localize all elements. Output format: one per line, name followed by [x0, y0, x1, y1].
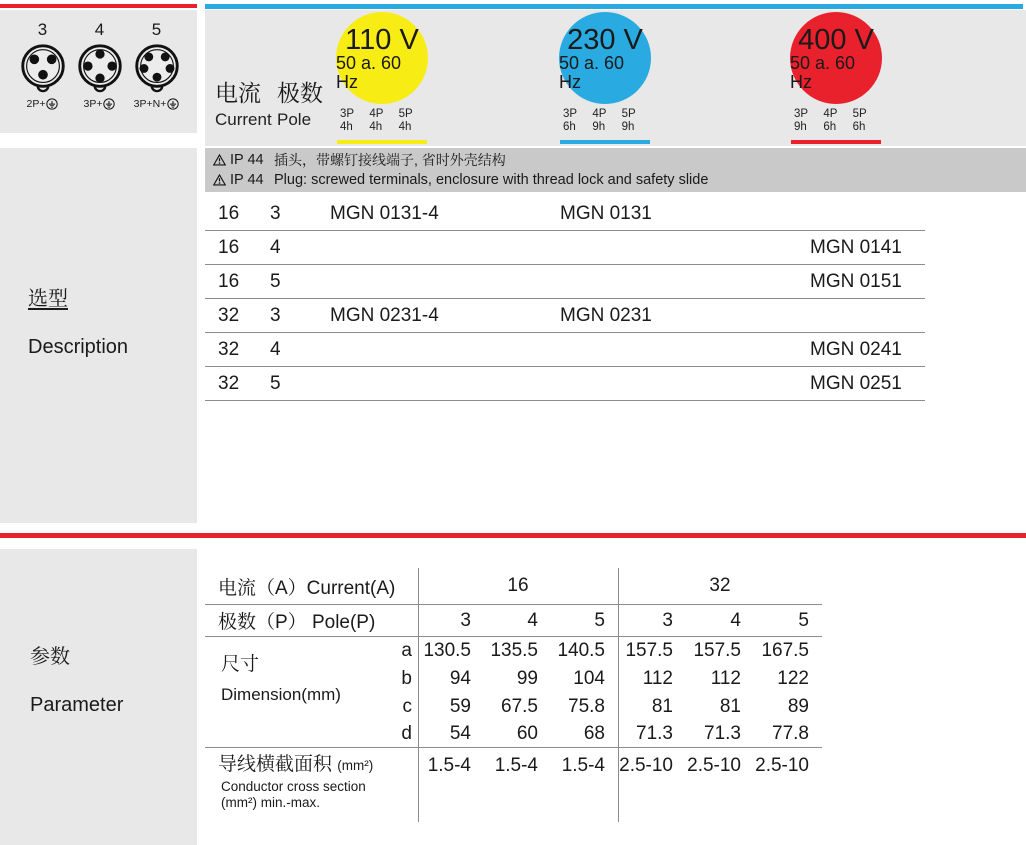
- dimension-key: b: [401, 667, 412, 689]
- hour-code: 6h: [563, 121, 576, 133]
- earth-ground-icon: [46, 98, 58, 110]
- conductor-label-cn-text: 导线横截面积: [218, 754, 333, 775]
- dimension-column: [551, 637, 618, 747]
- dimension-value: 112: [710, 667, 741, 689]
- voltage-frequency: 50 a. 60 Hz: [559, 52, 625, 92]
- pin-count-label: 5: [151, 20, 162, 39]
- pole-code: 3P: [794, 108, 809, 120]
- voltage-frequency: 50 a. 60 Hz: [336, 52, 402, 92]
- current-cell: 16: [218, 270, 240, 292]
- conductor-value: 2.5-10: [755, 755, 809, 776]
- dimension-value: 112: [642, 667, 673, 689]
- table-vertical-rule: [618, 568, 619, 822]
- voltage-value: 400 V: [798, 23, 874, 56]
- earth-ground-icon: [167, 98, 179, 110]
- pin-count-label: 4: [94, 20, 105, 39]
- config-text: 3P+N+: [133, 98, 167, 110]
- dimension-value: 75.8: [568, 695, 605, 717]
- current-cell: 16: [218, 202, 240, 224]
- pole-hour-codes: [336, 108, 428, 134]
- pole-label-cn: 极数: [277, 80, 323, 106]
- pole-code: 5P: [852, 108, 867, 120]
- conductor-value: 2.5-10: [687, 755, 741, 776]
- underline-bar-110v: [337, 140, 427, 144]
- connector-5-pin-icon: [133, 41, 181, 95]
- current-cell: 32: [218, 338, 240, 360]
- pole-header-row: [205, 605, 822, 637]
- hour-code: 9h: [621, 121, 635, 133]
- pole-hour-col: [592, 108, 621, 134]
- pole-value: 5: [594, 609, 605, 631]
- warning-triangle-icon: [213, 174, 226, 186]
- dimension-column: [754, 637, 822, 747]
- current-column-header: [215, 80, 272, 130]
- hour-code: 9h: [794, 121, 807, 133]
- voltage-group-110v: [336, 12, 428, 134]
- conductor-value: 1.5-4: [494, 755, 538, 776]
- current-cell: 32: [218, 304, 240, 326]
- pole-hour-col: [794, 108, 823, 134]
- parameter-section-panel: [0, 549, 197, 845]
- part-number-400v: MGN 0241: [810, 338, 902, 360]
- conductor-label-en1: Conductor cross section: [221, 779, 366, 794]
- part-number-230v: MGN 0231: [560, 304, 652, 326]
- conductor-value: 2.5-10: [619, 755, 673, 776]
- current-cell: 16: [218, 236, 240, 258]
- hour-code: 6h: [852, 121, 866, 133]
- pole-cell: 5: [270, 270, 281, 292]
- config-text: 3P+: [83, 98, 103, 110]
- table-row: [205, 299, 925, 333]
- hour-code: 4h: [369, 121, 383, 133]
- hour-code: 9h: [592, 121, 606, 133]
- pole-hour-codes: [790, 108, 882, 134]
- voltage-value: 110 V: [345, 23, 419, 56]
- dimension-label-en: Dimension(mm): [221, 685, 341, 704]
- hour-code: 4h: [398, 121, 412, 133]
- part-number-110v: MGN 0231-4: [330, 304, 439, 326]
- current-header-row: [205, 568, 822, 605]
- left-accent-line: [0, 4, 197, 8]
- current-label-cn: 电流: [215, 80, 261, 106]
- dimension-label: [205, 637, 380, 747]
- dimension-value: 71.3: [704, 723, 741, 745]
- dimension-column: [484, 637, 551, 747]
- part-number-400v: MGN 0251: [810, 372, 902, 394]
- connector-4-pin-icon: [76, 41, 124, 95]
- pole-value: 3: [460, 609, 471, 631]
- pole-cell: 4: [270, 236, 281, 258]
- pole-hour-codes: [559, 108, 651, 134]
- connector-3-pin-icon: [19, 41, 67, 95]
- pole-code: 5P: [621, 108, 636, 120]
- current-cell: 32: [218, 372, 240, 394]
- dimension-value: 104: [573, 667, 605, 689]
- underline-bar-230v: [560, 140, 650, 144]
- dimension-column: [686, 637, 754, 747]
- voltage-badge-110v: [336, 12, 428, 104]
- voltage-badge-230v: [559, 12, 651, 104]
- table-row: [205, 265, 925, 299]
- conductor-label: [205, 748, 418, 822]
- section-divider-line: [0, 533, 1026, 538]
- section-title-cn: 选型: [28, 288, 68, 310]
- dimension-key: c: [402, 695, 412, 717]
- pole-value: 3: [662, 609, 673, 631]
- pole-code: 4P: [369, 108, 384, 120]
- description-section-panel: [0, 148, 197, 523]
- part-number-400v: MGN 0151: [810, 270, 902, 292]
- dimension-value: 135.5: [490, 640, 538, 661]
- hour-code: 4h: [340, 121, 353, 133]
- conductor-value: 1.5-4: [561, 755, 605, 776]
- dimension-value: 89: [787, 695, 809, 717]
- pole-code: 4P: [592, 108, 607, 120]
- section-title-en: Parameter: [30, 694, 124, 716]
- pole-code: 5P: [398, 108, 413, 120]
- pole-code: 4P: [823, 108, 838, 120]
- earth-ground-icon: [103, 98, 115, 110]
- current-label-en: Current: [215, 110, 272, 129]
- dimension-column: [618, 637, 686, 747]
- pole-cell: 5: [270, 372, 281, 394]
- pole-row-label: 极数（P） Pole(P): [218, 612, 376, 633]
- dimension-value: 157.5: [693, 640, 741, 661]
- dimension-keys: [380, 637, 418, 747]
- connector-variants-panel: [0, 10, 197, 133]
- ip44-line-en: [213, 171, 1026, 190]
- pole-hour-col: [340, 108, 369, 134]
- pole-cell: 3: [270, 202, 281, 224]
- dimension-value: 140.5: [557, 640, 605, 661]
- ip-rating: IP 44: [230, 151, 264, 168]
- voltage-frequency: 50 a. 60 Hz: [790, 52, 856, 92]
- dimension-value: 167.5: [761, 640, 809, 661]
- voltage-value: 230 V: [567, 23, 643, 56]
- dimension-value: 59: [449, 695, 471, 717]
- dimension-column: [418, 637, 484, 747]
- part-number-400v: MGN 0141: [810, 236, 902, 258]
- dimension-rows: [205, 637, 822, 748]
- dimension-value: 71.3: [636, 723, 673, 745]
- dimension-value: 130.5: [423, 640, 471, 661]
- pole-value: 5: [798, 609, 809, 631]
- right-accent-line: [205, 4, 1023, 9]
- current-row-label: 电流（A）Current(A): [218, 577, 396, 599]
- dimension-key: d: [401, 723, 412, 745]
- pole-label-en: Pole: [277, 110, 312, 129]
- pole-value: 4: [730, 609, 741, 631]
- dimension-value: 68: [583, 723, 605, 745]
- connector-variant-4pin: [71, 20, 128, 133]
- dimension-value: 94: [449, 667, 471, 689]
- hour-code: 6h: [823, 121, 837, 133]
- pole-cell: 3: [270, 304, 281, 326]
- dimension-key: a: [401, 640, 412, 661]
- part-number-110v: MGN 0131-4: [330, 202, 439, 224]
- conductor-value: 1.5-4: [427, 755, 471, 776]
- connector-config-label: [27, 98, 59, 110]
- conductor-label-en2: (mm²) min.-max.: [221, 795, 320, 810]
- pole-hour-col: [622, 108, 651, 134]
- pole-hour-col: [853, 108, 882, 134]
- connector-variant-3pin: [14, 20, 71, 133]
- dimension-value: 99: [516, 667, 538, 689]
- pole-code: 3P: [340, 108, 355, 120]
- banner-text-cn: 插头，带螺钉接线端子, 省时外壳结构: [274, 151, 506, 168]
- pole-hour-col: [823, 108, 852, 134]
- dimension-value: 157.5: [625, 640, 673, 661]
- conductor-label-cn: [218, 753, 418, 777]
- part-number-230v: MGN 0131: [560, 202, 652, 224]
- warning-triangle-icon: [213, 154, 226, 166]
- connector-config-label: [134, 98, 180, 110]
- table-row: [205, 367, 925, 401]
- pole-cell: 4: [270, 338, 281, 360]
- pole-value: 4: [527, 609, 538, 631]
- section-title-cn: 参数: [30, 646, 70, 668]
- table-row: [205, 231, 925, 265]
- pole-hour-col: [563, 108, 592, 134]
- dimension-value: 60: [516, 723, 538, 745]
- voltage-group-230v: [559, 12, 651, 134]
- connector-variant-5pin: [128, 20, 185, 133]
- pole-code: 3P: [563, 108, 578, 120]
- voltage-group-400v: [790, 12, 882, 134]
- table-vertical-rule: [418, 568, 419, 822]
- dimension-label-cn: 尺寸: [221, 654, 260, 675]
- banner-text-en: Plug: screwed terminals, enclosure with thread lock and safety slide: [274, 171, 709, 188]
- ip-rating: IP 44: [230, 171, 264, 188]
- dimension-value: 81: [719, 695, 741, 717]
- underline-bar-400v: [791, 140, 881, 144]
- dimension-value: 122: [777, 667, 809, 689]
- pole-hour-col: [399, 108, 428, 134]
- parameter-table: [205, 568, 822, 822]
- ip44-line-cn: [213, 151, 1026, 170]
- table-row: [205, 197, 925, 231]
- dimension-value: 81: [651, 695, 673, 717]
- pole-column-header: [277, 80, 323, 130]
- current-group-16: 16: [507, 575, 529, 596]
- selection-table: [205, 197, 925, 401]
- dimension-value: 67.5: [501, 695, 538, 717]
- conductor-unit: (mm²): [337, 758, 374, 773]
- table-row: [205, 333, 925, 367]
- pin-count-label: 3: [37, 20, 48, 39]
- dimension-value: 77.8: [772, 723, 809, 745]
- connector-config-label: [84, 98, 116, 110]
- section-title-en: Description: [28, 336, 129, 358]
- conductor-row: [205, 748, 822, 822]
- pole-hour-col: [369, 108, 398, 134]
- voltage-badge-400v: [790, 12, 882, 104]
- ip44-banner: [205, 148, 1026, 192]
- dimension-value: 54: [449, 723, 471, 745]
- voltage-header-panel: [205, 10, 1026, 146]
- config-text: 2P+: [26, 98, 46, 110]
- current-group-32: 32: [709, 575, 731, 596]
